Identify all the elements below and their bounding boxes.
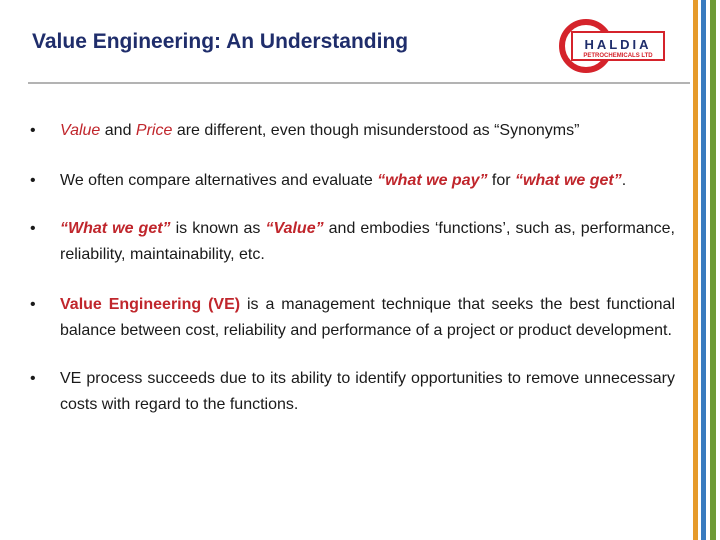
text: . <box>621 172 627 189</box>
text-value-quoted: “Value” <box>265 220 324 237</box>
bullet-marker: • <box>30 370 36 387</box>
green-bar <box>710 0 716 540</box>
bullet-item-4 <box>30 292 675 344</box>
title-divider <box>28 82 690 84</box>
text: for <box>487 172 516 189</box>
bullet-marker: • <box>30 220 36 237</box>
text: We often compare alternatives and evaluate <box>60 172 378 189</box>
slide-title: Value Engineering: An Understanding <box>32 30 409 53</box>
logo-line1: HALDIA <box>584 37 652 52</box>
decorative-side-bars <box>692 0 720 540</box>
text-value-engineering: Value Engineering (VE) <box>60 296 241 313</box>
bullet-item-2 <box>30 168 675 194</box>
text: are different, even though misunderstood as “Synonyms” <box>172 122 580 139</box>
text-value: Value <box>60 122 101 139</box>
haldia-petrochemicals-logo <box>558 18 668 74</box>
text-what-we-get: “What we get” <box>60 220 171 237</box>
text: and embodies ‘functions’, such as, performance, reliability, maintainability, etc. <box>60 220 676 263</box>
bullet-marker: • <box>30 122 36 139</box>
text: is a management technique that seeks the best functional balance between cost, reliability and performance of a project or product development. <box>60 296 676 339</box>
logo-line2: PETROCHEMICALS LTD <box>583 53 653 59</box>
text: VE process succeeds due to its ability to identify opportunities to remove unnecessary costs with regard to the functions. <box>60 370 675 413</box>
bullet-item-5 <box>30 366 675 418</box>
bullet-marker: • <box>30 172 36 189</box>
bullet-list <box>30 118 675 418</box>
text: and <box>100 122 136 139</box>
text-what-we-get: “what we get” <box>515 172 622 189</box>
text-price: Price <box>135 122 173 139</box>
orange-bar <box>693 0 698 540</box>
blue-bar <box>701 0 706 540</box>
bullet-marker: • <box>30 296 36 313</box>
text-what-we-pay: “what we pay” <box>377 172 488 189</box>
bullet-item-3 <box>30 216 675 268</box>
text: is known as <box>170 220 266 237</box>
bullet-item-1 <box>30 118 675 144</box>
